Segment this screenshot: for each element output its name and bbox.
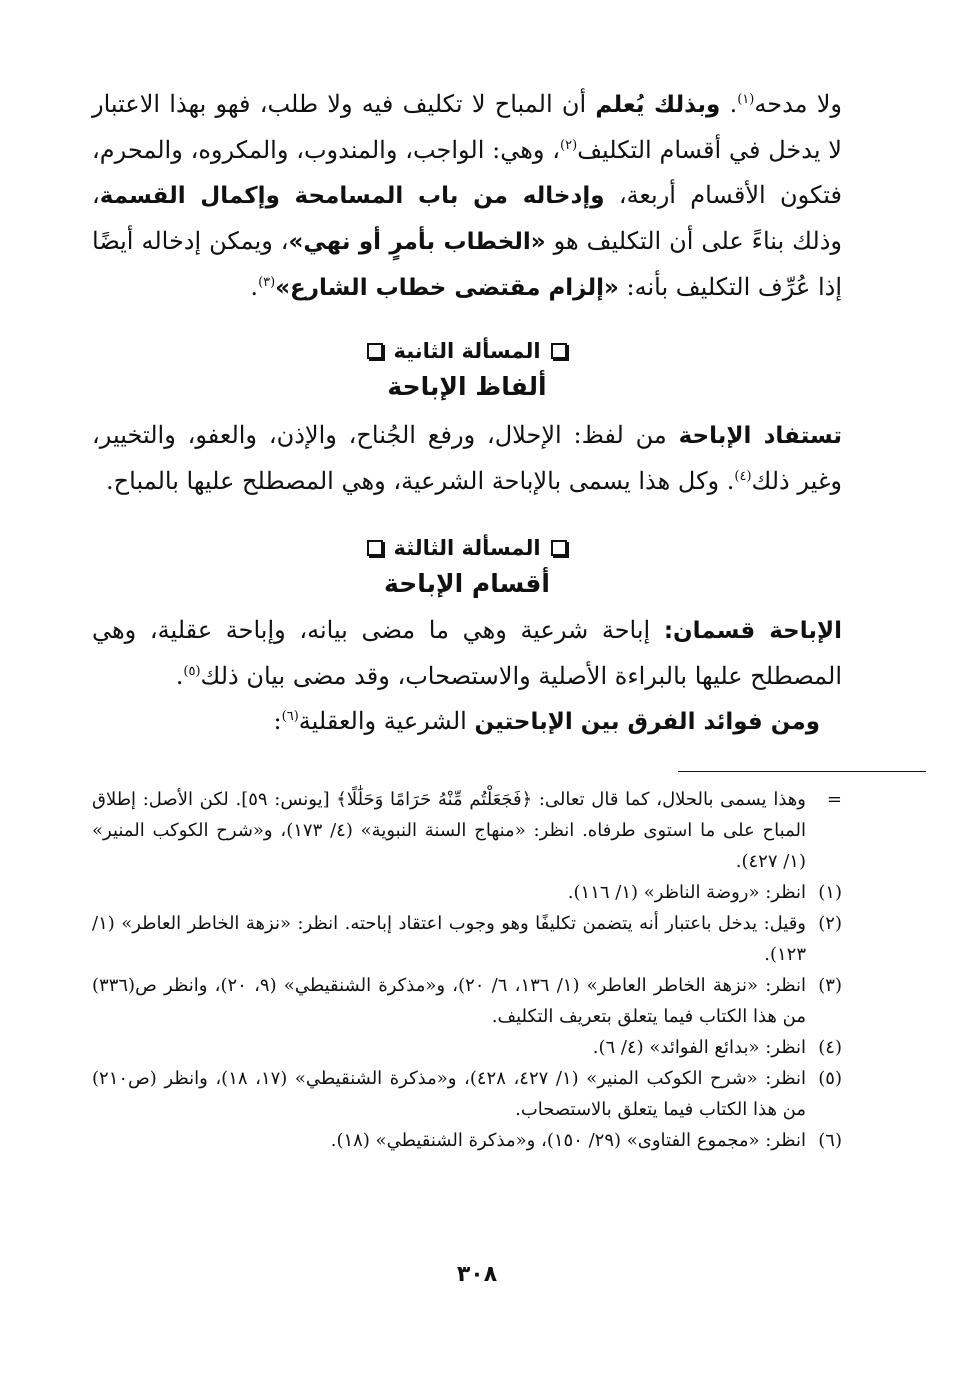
text-run: . [720,90,738,118]
footnote-ref: (٦) [281,709,299,724]
bold-phrase: وإدخاله من باب المسامحة وإكمال القسمة [99,183,605,209]
text-run: : [273,707,282,735]
section-label [367,532,566,564]
footnote-text: وهذا يسمى بالحلال، كما قال تعالى: ﴿فَجَعَلْتُم مِّنْهُ حَرَامًا وَحَلَٰلًا﴾ [يونس: ٥٩]. لكن الأصل: إطلاق المباح على ما استوى طرفاه. انظر: «منهاج السنة النبوية» (٤/ ١٧٣)، و«شرح الكوكب المنير» (١/ ٤٢٧). [92,789,806,872]
footnote-ref: (١) [737,92,755,107]
text-run: . [175,662,184,690]
footnote-number: = [826,789,842,810]
footnote-number: (٤) [818,1037,842,1058]
text-run: من لفظ: الإحلال، ورفع الجُناح، والإذن، والعفو، والتخيير، وغير ذلك [92,421,842,495]
footnote-text: وقيل: يدخل باعتبار أنه يتضمن تكليفًا وهو وجوب اعتقاد إباحته. انظر: «نزهة الخاطر العاطر» (١/ ١٢٣). [92,913,806,965]
footnote-1 [92,877,842,908]
footnote-separator [92,771,842,772]
text-run: الشرعية والعقلية [298,707,475,735]
bold-phrase: وبذلك يُعلم [595,92,721,118]
section-label-text: المسألة الثالثة [393,536,541,560]
bold-phrase: «إلزام مقتضى خطاب الشارع» [275,275,619,301]
paragraph-permission-terms [92,413,842,504]
page-content [92,82,842,1156]
text-run: . وكل هذا يسمى بالإباحة الشرعية، وهي المصطلح عليها بالمباح. [106,467,735,495]
bold-phrase: «الخطاب بأمرٍ أو نهي» [288,229,546,255]
text-run: ، وهي: الواجب، والمندوب، والمكروه، والمحرم، فتكون الأقسام أربعة، [92,136,842,209]
footnote-3 [92,970,842,1032]
footnote-text: انظر: «بدائع الفوائد» (٤/ ٦). [592,1037,806,1058]
footnotes [92,784,842,1156]
paragraph-benefits-intro [92,699,842,745]
bold-phrase: ومن فوائد الفرق بين الإباحتين [474,709,820,735]
section-title: أقسام الإباحة [384,569,550,598]
footnote-number: (٢) [818,913,842,934]
footnote-text: انظر: «مجموع الفتاوى» (٢٩/ ١٥٠)، و«مذكرة الشنقيطي» (١٨). [330,1130,806,1151]
footnote-text: انظر: «شرح الكوكب المنير» (١/ ٤٢٧، ٤٢٨)، و«مذكرة الشنقيطي» (١٧، ١٨)، وانظر (ص٢١٠) من هذا الكتاب فيما يتعلق بالاستصحاب. [92,1068,807,1120]
section-heading-2 [92,335,842,407]
text-run: . [250,273,259,301]
section-title: ألفاظ الإباحة [387,372,547,401]
footnote-ref: (٣) [258,275,276,290]
section-label [367,335,566,367]
page-number: ٣٠٨ [456,1262,498,1287]
footnote-ref: (٥) [183,664,201,679]
footnote-continued [92,784,842,877]
footnote-6 [92,1125,842,1156]
footnote-number: (٣) [818,975,842,996]
paragraph-permission-types [92,608,842,699]
separator-line [678,771,926,772]
section-label-text: المسألة الثانية [393,339,541,363]
footnote-number: (٥) [818,1068,842,1089]
square-bullet-icon [551,540,567,556]
square-bullet-icon [367,540,383,556]
footnote-2 [92,908,842,970]
square-bullet-icon [551,343,567,359]
text-run: ولا مدحه [754,90,843,118]
text-run: ، وذلك بناءً على أن التكليف هو [92,181,842,255]
square-bullet-icon [367,343,383,359]
bold-phrase: تستفاد الإباحة [678,423,843,449]
bold-phrase: الإباحة قسمان: [663,618,843,644]
footnote-text: انظر: «نزهة الخاطر العاطر» (١/ ١٣٦، ٦/ ٢٠)، و«مذكرة الشنقيطي» (٩، ٢٠)، وانظر ص(٣٣٦) من هذا الكتاب فيما يتعلق بتعريف التكليف. [92,975,806,1027]
footnote-ref: (٢) [560,138,578,153]
paragraph-intro [92,82,842,311]
section-heading-3 [92,532,842,604]
text-run: أن المباح لا تكليف فيه ولا طلب، فهو بهذا الاعتبار لا يدخل في أقسام التكليف [92,90,842,164]
footnote-number: (٦) [818,1130,842,1151]
footnote-text: انظر: «روضة الناظر» (١/ ١١٦). [567,882,806,903]
footnote-4 [92,1032,842,1063]
text-run: إباحة شرعية وهي ما مضى بيانه، وإباحة عقلية، وهي المصطلح عليها بالبراءة الأصلية والاستصحاب، وقد مضى بيان ذلك [92,616,842,690]
text-run: ، ويمكن إدخاله أيضًا إذا عُرِّف التكليف بأنه: [92,227,842,301]
footnote-5 [92,1063,842,1125]
footnote-ref: (٤) [734,469,752,484]
footnote-number: (١) [818,882,842,903]
